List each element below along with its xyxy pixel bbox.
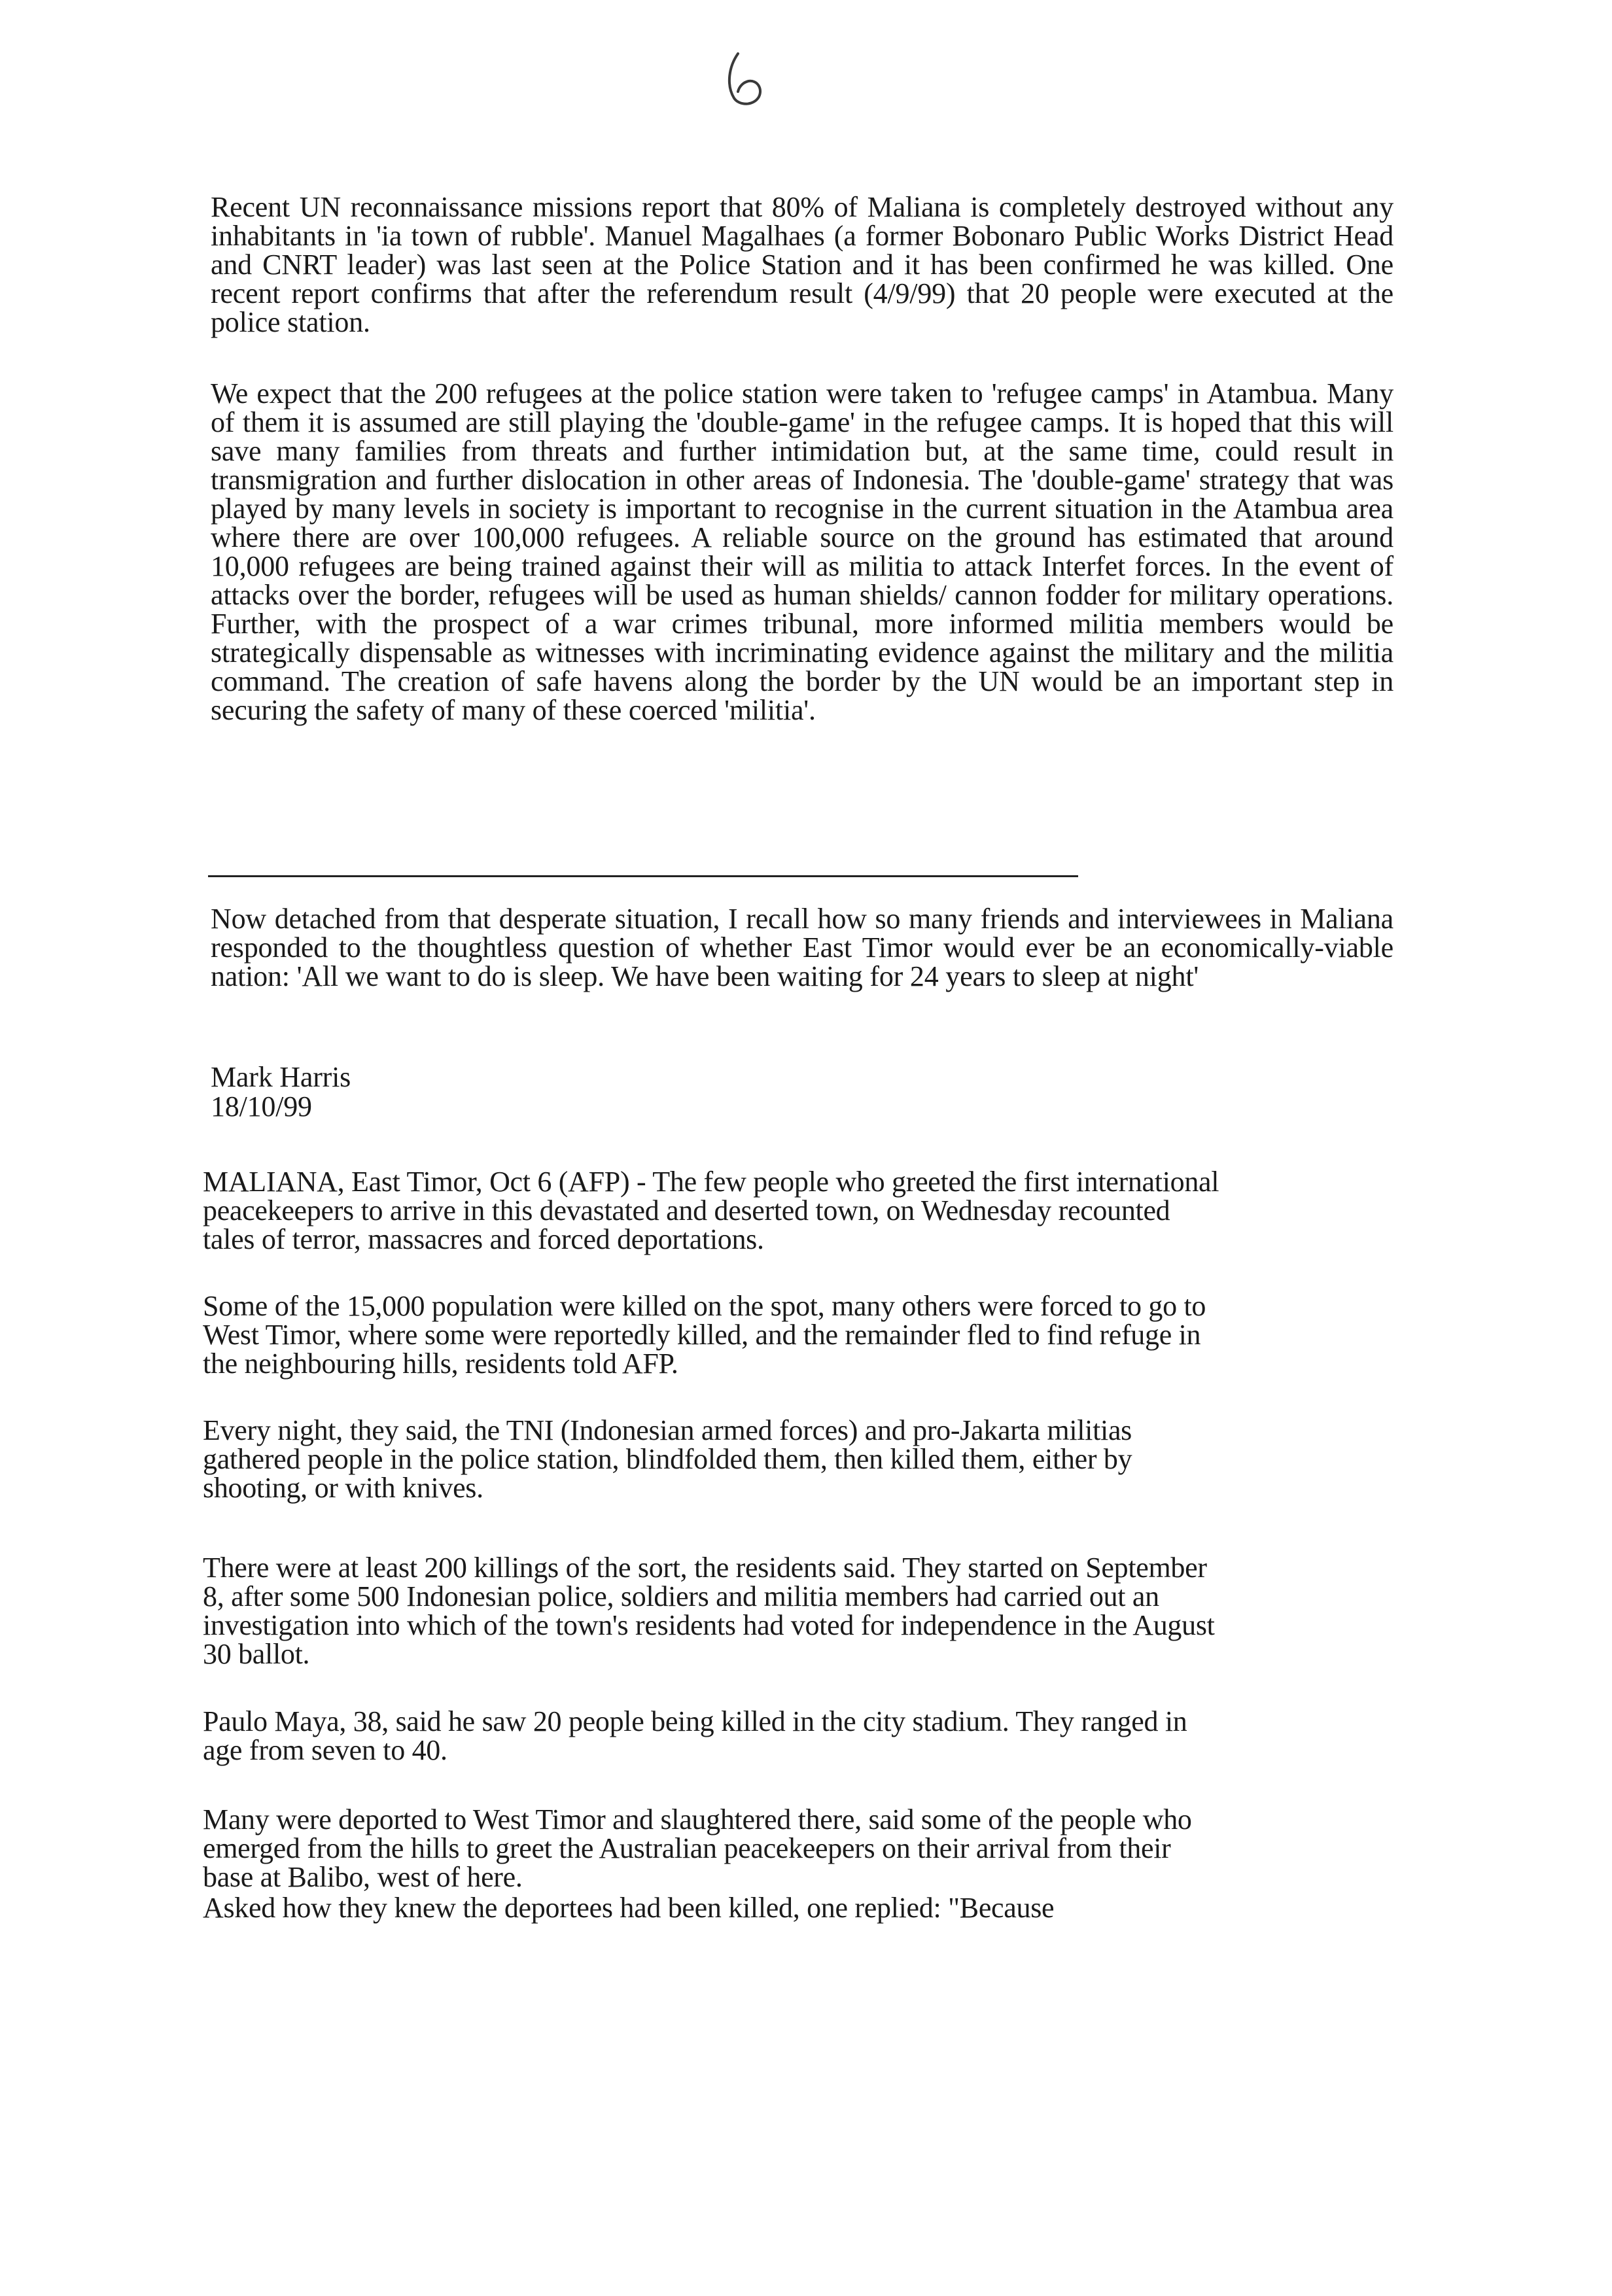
afp-paragraph-4: There were at least 200 killings of the sort, the residents said. They started on September 8, after some 500 Indonesian police, soldiers and militia members had carried out an investigation into which of the town's residents had voted for independence in the August 30 ballot. <box>203 1552 1215 1670</box>
afp-paragraph-2: Some of the 15,000 population were killed on the spot, many others were forced to go to West Timor, where some were reportedly killed, and the remainder fled to find refuge in the neighbouring hills, residents told AFP. <box>203 1290 1206 1380</box>
report-paragraph-2: We expect that the 200 refugees at the police station were taken to 'refugee camps' in Atambua. Many of them it is assumed are still playing the 'double-game' in the refugee camps. It is hoped that this will save many families from threats and further intimidation but, at the same time, could result in transmigration and further dislocation in other areas of Indonesia. The 'double-game' strategy that was played by many levels in society is important to recognise in the current situation in the Atambua area where there are over 100,000 refugees. A reliable source on the ground has estimated that around 10,000 refugees are being trained against their will as militia to attack Interfet forces. In the event of attacks over the border, refugees will be used as human shields/ cannon fodder for military operations. Further, with the prospect of a war crimes tribunal, more informed militia members would be strategically dispensable as witnesses with incriminating evidence against the military and the militia command. The creation of safe havens along the border by the UN would be an important step in securing the safety of many of these coerced 'militia'. <box>211 377 1393 726</box>
report-date: 18/10/99 <box>211 1090 312 1122</box>
report-paragraph-3: Now detached from that desperate situation, I recall how so many friends and interviewees in Maliana responded to the thoughtless question of whether East Timor would ever be an economically-viable nation: 'All we want to do is sleep. We have been waiting for 24 years to sleep at night' <box>211 903 1393 992</box>
section-divider <box>208 875 1078 877</box>
afp-paragraph-7: Asked how they knew the deportees had been killed, one replied: "Because <box>203 1892 1055 1924</box>
handwritten-page-number <box>713 46 779 111</box>
handwritten-six-icon <box>713 46 779 111</box>
author-name: Mark Harris <box>211 1061 351 1093</box>
afp-paragraph-6: Many were deported to West Timor and slaughtered there, said some of the people who emerged from the hills to greet the Australian peacekeepers on their arrival from their base at Balibo, west of here. <box>203 1803 1192 1893</box>
afp-paragraph-5: Paulo Maya, 38, said he saw 20 people being killed in the city stadium. They ranged in age from seven to 40. <box>203 1705 1187 1766</box>
report-paragraph-1: Recent UN reconnaissance missions report that 80% of Maliana is completely destroyed without any inhabitants in 'ia town of rubble'. Manuel Magalhaes (a former Bobonaro Public Works District Head and CNRT leader) was last seen at the Police Station and it has been confirmed he was killed. One recent report confirms that after the referendum result (4/9/99) that 20 people were executed at the police station. <box>211 191 1393 338</box>
afp-paragraph-3: Every night, they said, the TNI (Indonesian armed forces) and pro-Jakarta militias gathered people in the police station, blindfolded them, then killed them, either by shooting, or with knives. <box>203 1414 1132 1504</box>
afp-paragraph-1: MALIANA, East Timor, Oct 6 (AFP) - The few people who greeted the first international peacekeepers to arrive in this devastated and deserted town, on Wednesday recounted tales of terror, massacres and forced deportations. <box>203 1166 1219 1255</box>
